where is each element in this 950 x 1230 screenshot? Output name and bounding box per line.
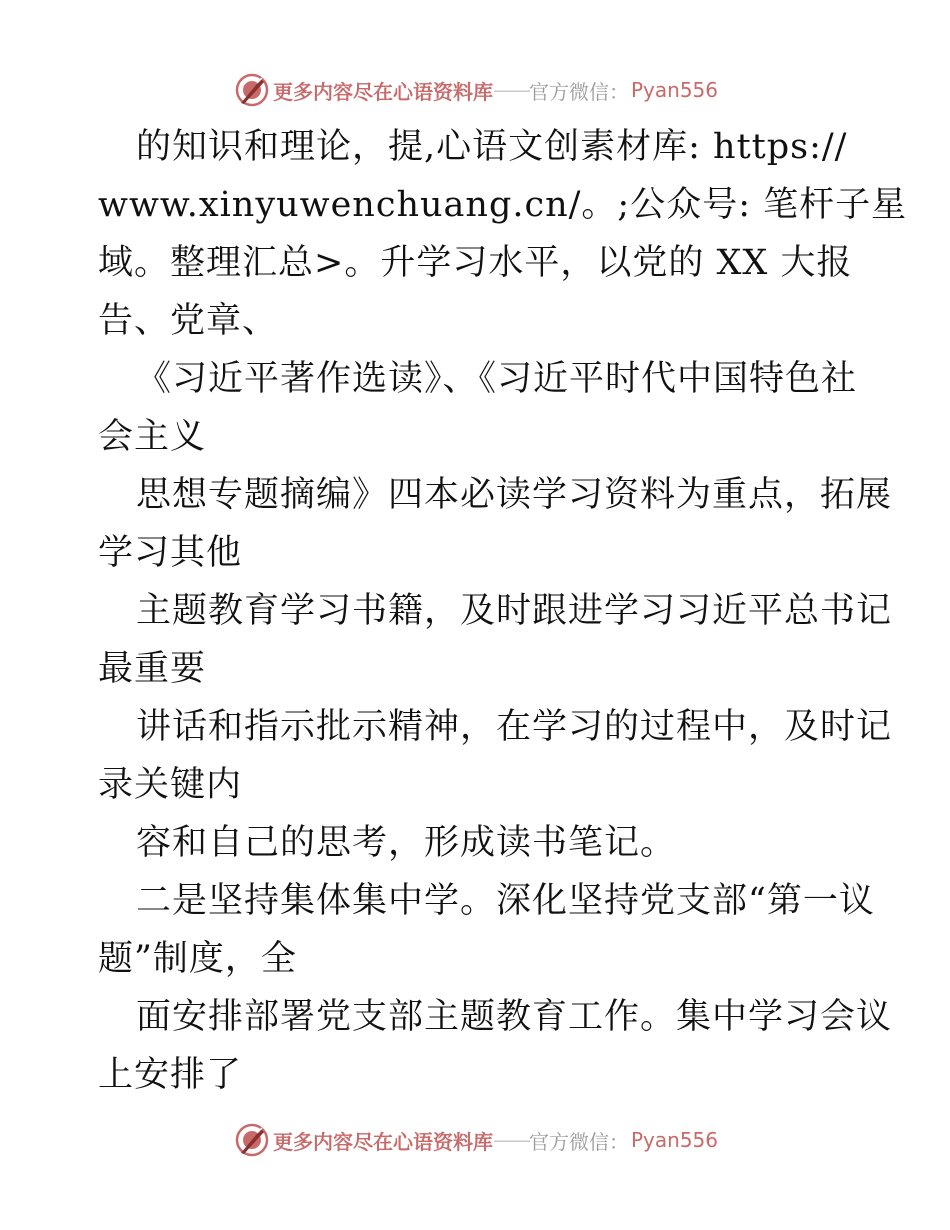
body-line: 面安排部署党支部主题教育工作。集中学习会议 (136, 997, 893, 1037)
body-line: 《习近平著作选读》、《习近平时代中国特色社 (136, 359, 858, 399)
watermark-wechat-id: Pyan556 (631, 78, 719, 102)
body-line: 思想专题摘编》四本必读学习资料为重点，拓展 (136, 475, 893, 515)
body-line: 会主义 (98, 417, 207, 457)
body-line: 二是坚持集体集中学。深化坚持党支部“第一议 (136, 881, 875, 921)
body-line: 域。整理汇总>。升学习水平，以党的 XX 大报 (98, 243, 853, 283)
watermark-official-label: 官方微信： (529, 79, 629, 104)
watermark-official-label: 官方微信： (529, 1129, 629, 1154)
body-line: 录关键内 (98, 765, 243, 805)
footer-watermark (235, 1122, 718, 1158)
watermark-brand: 更多内容尽在心语资料库 (273, 79, 493, 104)
quill-pen-seal-icon (235, 73, 269, 107)
body-line: 讲话和指示批示精神，在学习的过程中，及时记 (136, 707, 893, 747)
body-line: 最重要 (98, 649, 207, 689)
quill-pen-seal-icon (235, 1123, 269, 1157)
body-line: 的知识和理论，提,心语文创素材库: https:// (136, 127, 848, 167)
body-line: www.xinyuwenchuang.cn/。;公众号: 笔杆子星 (98, 185, 908, 225)
watermark-wechat-id: Pyan556 (631, 1128, 719, 1152)
watermark-dash: —— (493, 78, 529, 102)
watermark-dash: —— (493, 1128, 529, 1152)
body-line: 告、党章、 (98, 301, 279, 341)
header-watermark (235, 72, 718, 108)
body-line: 容和自己的思考，形成读书笔记。 (136, 823, 677, 863)
body-line: 学习其他 (98, 533, 243, 573)
body-line: 上安排了 (98, 1055, 243, 1095)
document-body (98, 124, 908, 1110)
watermark-brand: 更多内容尽在心语资料库 (273, 1129, 493, 1154)
body-line: 题”制度，全 (98, 939, 297, 979)
body-line: 主题教育学习书籍，及时跟进学习习近平总书记 (136, 591, 893, 631)
